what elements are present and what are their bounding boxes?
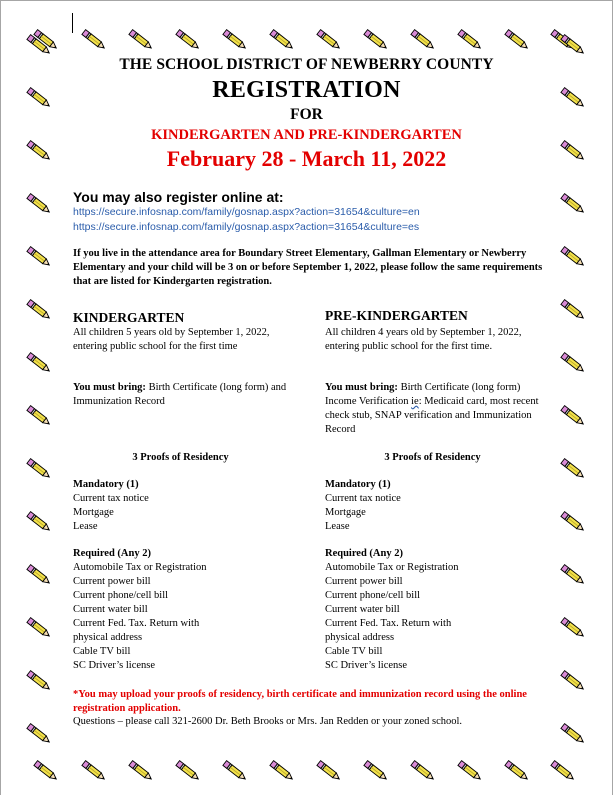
text-cursor [72,13,73,33]
list-item: Current phone/cell bill [73,590,169,601]
pencil-icon [24,245,54,269]
list-item: Mortgage [325,507,366,518]
list-item: Current tax notice [325,493,401,504]
bring-text: Birth Certificate (long form) and Immunization Record [73,382,287,407]
pencil-icon [24,457,54,481]
list-item: Cable TV bill [73,646,131,657]
list-item: Mortgage [73,507,114,518]
online-heading: You may also register online at: [73,189,284,205]
pencil-icon [558,563,588,587]
prekindergarten-eligibility: All children 4 years old by September 1, 2022, entering public school for the first time. [325,327,522,352]
intro-paragraph: If you live in the attendance area for Boundary Street Elementary, Gallman Elementary or Newberry Elementary and your child will be 3 on or before September 1, 2022, please follow the same requirements that are listed for Kindergarten registration. [73,248,543,287]
pencil-icon [455,759,485,783]
kindergarten-proofs-heading: 3 Proofs of Residency [132,452,229,463]
pencil-icon [455,28,485,52]
pencil-icon [24,510,54,534]
pencil-icon [220,759,250,783]
pencil-icon [361,28,391,52]
bring-text-rest: : Medicaid card, most recent check stub, SNAP verification and Immunization Record [325,396,539,435]
kindergarten-eligibility: All children 5 years old by September 1, 2022, entering public school for the first time [73,327,270,352]
pencil-icon [79,759,109,783]
list-item: Current Fed. Tax. Return with [73,618,200,629]
list-item: Current Fed. Tax. Return with [325,618,452,629]
pencil-icon [558,245,588,269]
prekindergarten-proofs-heading: 3 Proofs of Residency [384,452,481,463]
pencil-icon [79,28,109,52]
kindergarten-heading: KINDERGARTEN [73,310,185,325]
pencil-icon [314,28,344,52]
registration-title: REGISTRATION [212,77,401,103]
pencil-icon [24,298,54,322]
pencil-icon [408,28,438,52]
pencil-icon [558,404,588,428]
kindergarten-bring [73,381,288,409]
pencil-icon [126,28,156,52]
questions-line: Questions – please call 321-2600 Dr. Beth Brooks or Mrs. Jan Redden or your zoned school. [73,716,463,727]
list-item: SC Driver’s license [325,660,408,671]
pencil-icon [502,28,532,52]
pencil-icon [558,510,588,534]
prekindergarten-heading: PRE-KINDERGARTEN [325,308,468,323]
bring-ie: ie [411,396,419,407]
list-item: Cable TV bill [325,646,383,657]
list-item: Automobile Tax or Registration [73,562,207,573]
pencil-icon [267,759,297,783]
pencil-icon [558,33,588,57]
online-link-spanish[interactable]: https://secure.infosnap.com/family/gosnap.aspx?action=31654&culture=es [73,221,420,233]
kindergarten-required [73,547,288,673]
pencil-icon [408,759,438,783]
mandatory-label: Mandatory (1) [73,479,139,490]
required-label: Required (Any 2) [73,548,151,559]
bring-text: Birth Certificate (long form) Income Verification [325,382,521,407]
pencil-icon [558,298,588,322]
list-item: Current tax notice [73,493,149,504]
pencil-icon [24,192,54,216]
pencil-icon [314,759,344,783]
list-item: Current water bill [325,604,400,615]
prekindergarten-bring [325,381,540,437]
pencil-icon [24,404,54,428]
upload-note: *You may upload your proofs of residency, birth certificate and immunization record using the online registration application. [73,689,527,714]
list-item: physical address [73,632,143,643]
page-frame-top [0,0,613,1]
online-link-english[interactable]: https://secure.infosnap.com/family/gosnap.aspx?action=31654&culture=en [73,206,420,218]
prekindergarten-required [325,547,540,673]
kindergarten-column [73,310,288,671]
district-title: THE SCHOOL DISTRICT OF NEWBERRY COUNTY [119,56,494,73]
pencil-icon [24,33,54,57]
pencil-icon [558,192,588,216]
pencil-icon [24,669,54,693]
pencil-icon [24,722,54,746]
pencil-icon [558,351,588,375]
kindergarten-mandatory [73,478,288,534]
list-item: SC Driver’s license [73,660,156,671]
pencil-icon [502,759,532,783]
prekindergarten-column [325,308,540,671]
pencil-icon [24,351,54,375]
pencil-icon [220,28,250,52]
pencil-icon [126,759,156,783]
list-item: Lease [73,521,98,532]
bring-label: You must bring: [325,382,398,393]
required-label: Required (Any 2) [325,548,403,559]
pencil-icon [558,457,588,481]
pencil-icon [24,616,54,640]
pencil-icon [173,759,203,783]
pencil-icon [558,616,588,640]
list-item: Current water bill [73,604,148,615]
pencil-icon [267,28,297,52]
pencil-icon [173,28,203,52]
pencil-icon [24,563,54,587]
mandatory-label: Mandatory (1) [325,479,391,490]
programs-title: KINDERGARTEN AND PRE-KINDERGARTEN [151,127,462,143]
list-item: Current power bill [325,576,403,587]
list-item: Lease [325,521,350,532]
prekindergarten-mandatory [325,478,540,534]
list-item: physical address [325,632,395,643]
pencil-icon [558,722,588,746]
list-item: Automobile Tax or Registration [325,562,459,573]
for-title: FOR [290,106,323,123]
list-item: Current phone/cell bill [325,590,421,601]
registration-dates: February 28 - March 11, 2022 [166,146,447,171]
pencil-icon [548,759,578,783]
pencil-icon [31,759,61,783]
pencil-icon [558,669,588,693]
list-item: Current power bill [73,576,151,587]
bring-label: You must bring: [73,382,146,393]
pencil-icon [361,759,391,783]
